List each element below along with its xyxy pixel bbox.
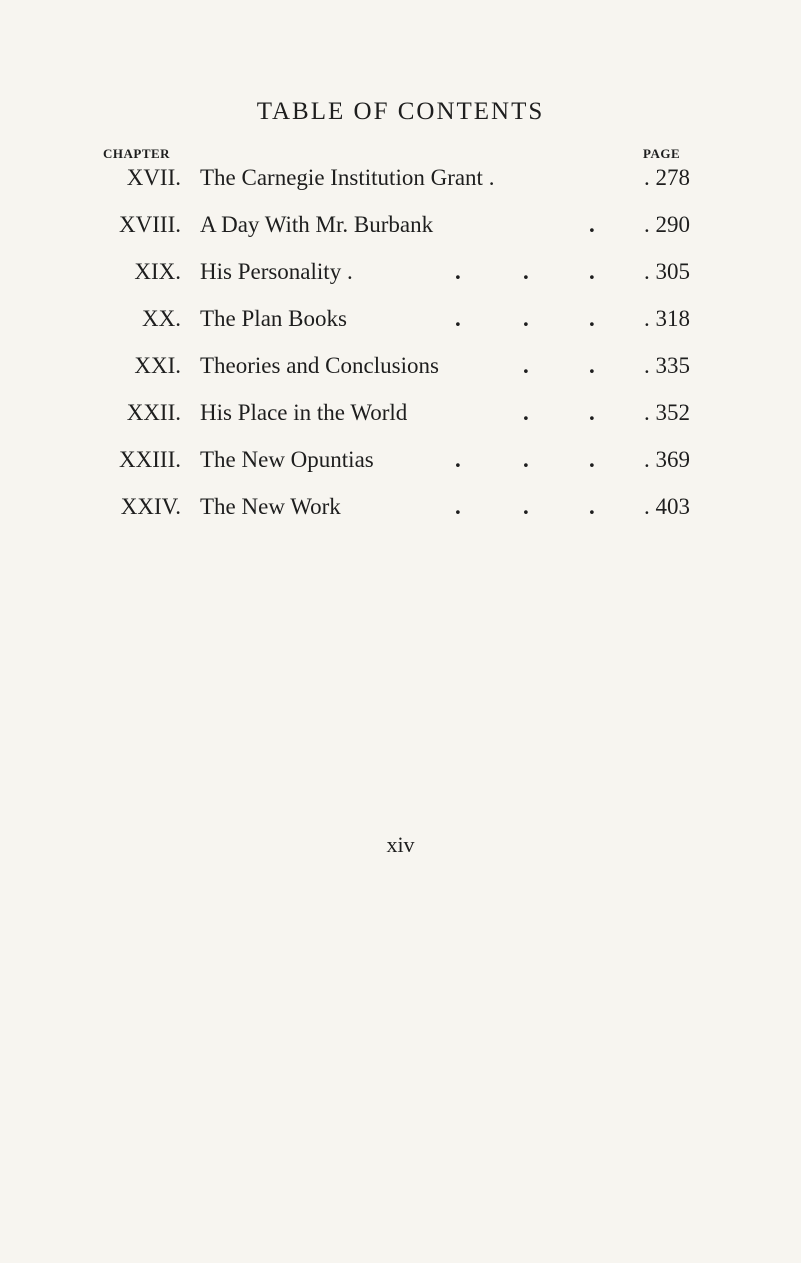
dot-leader: . .	[523, 400, 595, 425]
chapter-title: A Day With Mr. Burbank	[200, 212, 434, 237]
chapter-number: XVII.	[126, 165, 181, 190]
chapter-number: XVIII.	[119, 212, 181, 237]
chapter-column-header: CHAPTER	[103, 146, 171, 161]
chapter-title: His Personality .	[200, 259, 353, 284]
dot-leader: .	[589, 212, 595, 237]
toc-entry	[0, 396, 801, 443]
table-of-contents	[0, 161, 801, 537]
toc-entry	[0, 208, 801, 255]
chapter-title: The Carnegie Institution Grant .	[200, 165, 495, 190]
page-number: . 352	[644, 400, 690, 425]
chapter-number: XXI.	[134, 353, 181, 378]
dot-leader: . . .	[455, 494, 595, 519]
page-number: . 318	[644, 306, 690, 331]
chapter-title: The Plan Books	[200, 306, 347, 331]
chapter-title: Theories and Conclusions	[200, 353, 439, 378]
toc-entry	[0, 302, 801, 349]
page-column-header: PAGE	[643, 146, 681, 161]
toc-entry	[0, 490, 801, 537]
chapter-number: XIX.	[134, 259, 181, 284]
page-number: . 305	[644, 259, 690, 284]
chapter-title: The New Work	[200, 494, 341, 519]
toc-entry	[0, 349, 801, 396]
page-number: . 278	[644, 165, 690, 190]
chapter-number: XXIII.	[119, 447, 181, 472]
page-title: TABLE OF CONTENTS	[256, 98, 545, 125]
toc-entry	[0, 255, 801, 302]
chapter-number: XX.	[142, 306, 181, 331]
page-number: . 335	[644, 353, 690, 378]
chapter-title: His Place in the World	[200, 400, 408, 425]
chapter-number: XXII.	[126, 400, 181, 425]
dot-leader: . .	[523, 353, 595, 378]
page-folio: xiv	[386, 832, 415, 857]
page-number: . 403	[644, 494, 690, 519]
chapter-title: The New Opuntias	[200, 447, 374, 472]
dot-leader: . . .	[455, 306, 595, 331]
dot-leader: . . .	[455, 447, 595, 472]
dot-leader: . . .	[455, 259, 595, 284]
page-number: . 290	[644, 212, 690, 237]
toc-entry	[0, 443, 801, 490]
dot-leader	[200, 165, 642, 195]
page-number: . 369	[644, 447, 690, 472]
toc-entry	[0, 161, 801, 208]
chapter-number: XXIV.	[120, 494, 181, 519]
